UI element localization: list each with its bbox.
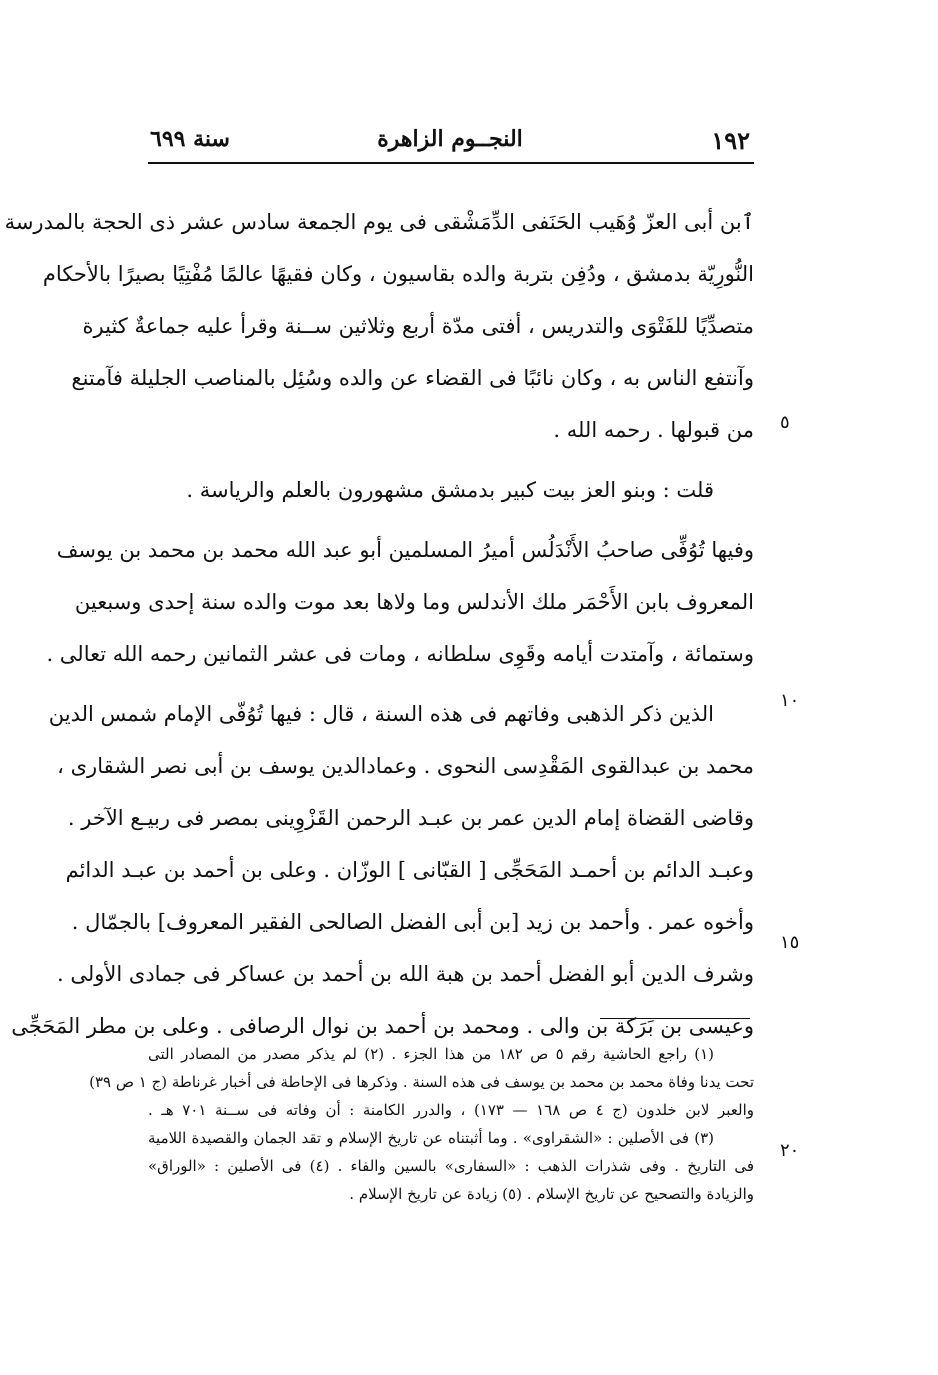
footnote-line: تحت يدنا وفاة محمد بن محمد بن يوسف فى هذه السنة . وذكرها فى الإحاطة فى أخبار غرناطة (ج ١ ص ٣٩) bbox=[89, 1073, 754, 1091]
text-line: النُّورِيّة بدمشق ، ودُفِن بتربة والده بقاسيون ، وكان فقيهًا عالمًا مُفْتِيًا بصيرًا بالأحكام bbox=[42, 262, 754, 286]
line-marker: ٢٠ bbox=[780, 1140, 800, 1161]
header-rule bbox=[148, 162, 754, 164]
line-marker: ٥ bbox=[780, 412, 790, 433]
year-label: سنة ٦٩٩ bbox=[150, 126, 230, 152]
text-line: متصدِّيًا للفَتْوَى والتدريس ، أفتى مدّة أربع وثلاثين ســنة وقرأ عليه جماعةٌ كثيرة bbox=[82, 314, 754, 338]
line-marker: ١٠ bbox=[780, 690, 800, 711]
text-line: وشرف الدين أبو الفضل أحمد بن هبة الله بن أحمد بن عساكر فى جمادى الأولى . bbox=[57, 962, 754, 986]
footnote-line: فى التاريخ . وفى شذرات الذهب : «السفارى» بالسين والفاء . (٤) فى الأصلين : «الوراق» bbox=[148, 1157, 754, 1175]
text-line: وفيها تُوُفِّى صاحبُ الأَنْدَلُس أميرُ المسلمين أبو عبد الله محمد بن محمد بن يوسف bbox=[56, 538, 754, 562]
footnote-line: (٣) فى الأصلين : «الشقراوى» . وما أثبتناه عن تاريخ الإسلام و تقد الجمان والقصيدة اللامية bbox=[148, 1129, 714, 1147]
footnote-line: (١) راجع الحاشية رقم ٥ ص ١٨٢ من هذا الجزء . (٢) لم يذكر مصدر من المصادر التى bbox=[148, 1045, 714, 1063]
page-number: ١٩٢ bbox=[711, 126, 750, 155]
main-text bbox=[4, 196, 754, 1052]
book-title: النجــوم الزاهرة bbox=[377, 126, 523, 152]
footnotes bbox=[89, 1040, 754, 1208]
footnote-rule bbox=[600, 1018, 750, 1019]
text-line: وقاضى القضاة إمام الدين عمر بن عبـد الرحمن القَزْوِينى بمصر فى ربيـع الآخر . bbox=[67, 806, 754, 830]
line-marker: ١٥ bbox=[780, 932, 800, 953]
text-line: وعيسى بن بَرَكة بن والى . ومحمد بن أحمد بن نوال الرصافى . وعلى بن مطر المَحَجِّى bbox=[11, 1014, 754, 1038]
qultu-line: قلت : وبنو العز بيت كبير بدمشق مشهورون بالعلم والرياسة . bbox=[186, 478, 714, 502]
text-line: الذين ذكر الذهبى وفاتهم فى هذه السنة ، قال : فيها تُوُفّى الإمام شمس الدين bbox=[48, 702, 714, 726]
text-line: وعبـد الدائم بن أحمـد المَحَجِّى [ القبّانى ] الوزّان . وعلى بن أحمد بن عبـد الدائم bbox=[65, 858, 754, 882]
text-line: من قبولها . رحمه الله . bbox=[553, 418, 754, 442]
text-line: محمد بن عبدالقوى المَقْدِسى النحوى . وعمادالدين يوسف بن أبى نصر الشقارى ، bbox=[57, 754, 754, 778]
text-line: وآنتفع الناس به ، وكان نائبًا فى القضاء عن والده وسُئِل بالمناصب الجليلة فآمتنع bbox=[71, 366, 754, 390]
footnote-line: والزيادة والتصحيح عن تاريخ الإسلام . (٥) زيادة عن تاريخ الإسلام . bbox=[349, 1185, 754, 1203]
running-header bbox=[150, 118, 750, 158]
text-line: المعروف بابن الأَحْمَر ملك الأندلس وما ولاها بعد موت والده سنة إحدى وسبعين bbox=[74, 590, 754, 614]
footnote-line: والعبر لابن خلدون (ج ٤ ص ١٦٨ — ١٧٣) ، والدرر الكامنة : أن وفاته فى ســنة ٧٠١ هـ . bbox=[148, 1101, 754, 1119]
text-line: ٱبن أبى العزّ وُهَيب الحَنَفى الدِّمَشْقى فى يوم الجمعة سادس عشر ذى الحجة بالمدرسة bbox=[4, 210, 754, 234]
text-line: وأخوه عمر . وأحمد بن زيد [بن أبى الفضل الصالحى الفقير المعروف] بالجمّال . bbox=[71, 910, 754, 934]
text-line: وستمائة ، وآمتدت أيامه وقَوِى سلطانه ، ومات فى عشر الثمانين رحمه الله تعالى . bbox=[46, 642, 754, 666]
